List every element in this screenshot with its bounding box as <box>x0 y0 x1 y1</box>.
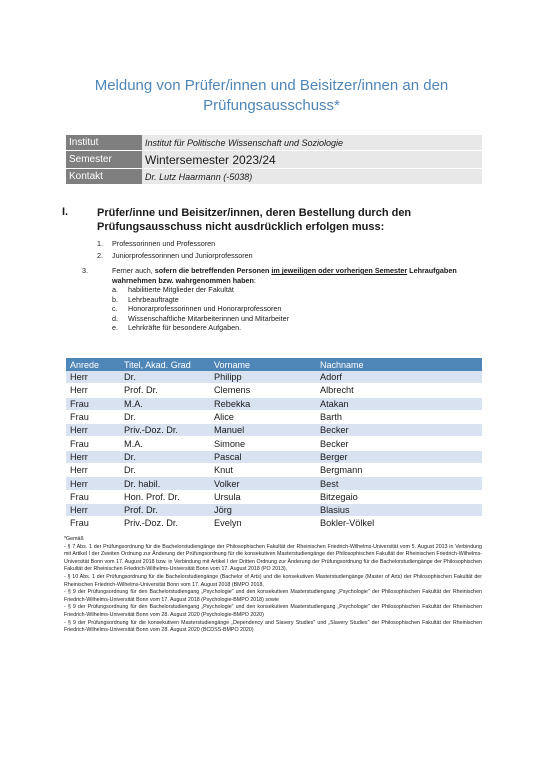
cell-titel: Dr. <box>120 464 210 477</box>
table-row <box>66 397 482 410</box>
footnote-line: - § 9 der Prüfungsordnung für die konsekutiven Masterstudiengänge „Dependency and Slavery Studies" und „Slavery Studies" der Philosophischen Fakultät der Rheinischen Friedrich-Wilhelms-Universität Bonn vom 28. August 2020 (BCDSS-BMPO 2020) <box>64 619 482 634</box>
info-row-kontakt <box>66 169 482 185</box>
cell-titel: Prof. Dr. <box>120 384 210 397</box>
cell-nachname: Atakan <box>316 397 482 410</box>
semester-value: Wintersemester 2023/24 <box>142 151 482 169</box>
cell-anrede: Herr <box>66 371 120 384</box>
table-row <box>66 424 482 437</box>
staff-table <box>66 358 482 531</box>
cell-anrede: Frau <box>66 490 120 503</box>
sub-list-text: Honorarprofessorinnen und Honorarprofessoren <box>128 304 282 314</box>
item3-bold-1: sofern die betreffenden Personen <box>154 266 272 275</box>
sub-list-letter: d. <box>112 313 118 323</box>
table-row <box>66 477 482 490</box>
cell-nachname: Barth <box>316 410 482 423</box>
list-item-number: 1. <box>97 239 103 248</box>
column-header-anrede: Anrede <box>66 358 120 371</box>
semester-label: Semester <box>66 151 142 169</box>
column-header-nachname: Nachname <box>316 358 482 371</box>
column-header-titel: Titel, Akad. Grad <box>120 358 210 371</box>
cell-anrede: Herr <box>66 450 120 463</box>
cell-anrede: Frau <box>66 397 120 410</box>
list-item <box>97 238 253 250</box>
list-item-text: Professorinnen und Professoren <box>112 239 216 248</box>
sub-list-letter: b. <box>112 294 118 304</box>
cell-vorname: Clemens <box>210 384 316 397</box>
cell-anrede: Herr <box>66 424 120 437</box>
sub-list-text: habilitierte Mitglieder der Fakultät <box>128 285 234 294</box>
cell-nachname: Blasius <box>316 503 482 516</box>
cell-titel: M.A. <box>120 437 210 450</box>
item3-underlined: im jeweiligen oder vorherigen Semester <box>271 266 408 275</box>
info-row-semester <box>66 151 482 169</box>
table-row <box>66 450 482 463</box>
cell-nachname: Albrecht <box>316 384 482 397</box>
footnote-line: - § 10 Abs. 1 der Prüfungsordnung für die Bachelorstudiengänge (Bachelor of Arts) und die konsekutiven Masterstudiengänge (Master of Arts) der Philosophischen Fakultät der Rheinischen Friedrich-Wilhelms-Universität Bonn vom 17. August 2018 (BMPO 2018, <box>64 573 482 588</box>
sub-list-text: Wissenschaftliche Mitarbeiterinnen und Mitarbeiter <box>128 313 289 323</box>
kontakt-value: Dr. Lutz Haarmann (-5038) <box>142 169 482 185</box>
info-row-institut <box>66 135 482 151</box>
info-table <box>66 135 482 185</box>
section-number: I. <box>62 206 69 218</box>
cell-titel: Priv.-Doz. Dr. <box>120 424 210 437</box>
cell-titel: Dr. <box>120 450 210 463</box>
sub-list-letter: c. <box>112 304 118 314</box>
sub-list-letter: a. <box>112 285 118 294</box>
sub-list-item <box>112 314 289 324</box>
cell-anrede: Frau <box>66 517 120 530</box>
sub-list-item <box>112 304 289 314</box>
page-title <box>60 76 483 116</box>
kontakt-label: Kontakt <box>66 169 142 185</box>
footnote-line: - § 9 der Prüfungsordnung für den Bachelorstudiengang „Psychologie" und den konsekutiven Masterstudiengang „Psychologie" der Philosophischen Fakultät der Rheinischen Friedrich-Wilhelms-Universität Bonn vom 28. August 2020 (Psychologie-BMPO 2020) <box>64 604 482 618</box>
table-row <box>66 371 482 384</box>
cell-titel: Dr. <box>120 410 210 423</box>
sub-list-item <box>112 295 289 305</box>
staff-table-header-row <box>66 358 482 371</box>
footnote-line: - § 7 Abs. 1 der Prüfungsordnung für die Bachelorstudiengänge der Philosophischen Fakultät der Rheinischen Friedrich-Wilhelms-Universität vom 5. August 2013 in Verbindung mit Artikel I der Zweiten Ordnung zur Änderung der Prüfungsordnung für die konsekutiven Masterstudiengänge der Philosophischen Fakultät der Rheinischen Friedrich-Wilhelms-Universität Bonn vom 17. August 2018 bzw. in Verbindung mit Artikel I der Dritten Ordnung zur Änderung der Prüfungsordnung für die Bachelorstudiengänge der Philosophischen Fakultät der Rheinischen Friedrich-Wilhelms-Universität Bonn vom 17. August 2018 (PO 2013), <box>64 543 482 573</box>
cell-nachname: Bokler-Völkel <box>316 517 482 530</box>
list-item-number: 2. <box>97 251 103 260</box>
cell-vorname: Philipp <box>210 371 316 384</box>
cell-vorname: Alice <box>210 410 316 423</box>
institut-value: Institut für Politische Wissenschaft und Soziologie <box>142 135 482 151</box>
cell-nachname: Berger <box>316 450 482 463</box>
cell-titel: Priv.-Doz. Dr. <box>120 517 210 530</box>
page-title-line-1: Meldung von Prüfer/innen und Beisitzer/innen an den <box>94 77 449 94</box>
sub-list-item <box>112 323 289 333</box>
page-title-line-2: Prüfungsausschuss* <box>203 97 340 114</box>
cell-vorname: Pascal <box>210 450 316 463</box>
sub-list-text: Lehrbeauftragte <box>128 294 179 304</box>
table-row <box>66 503 482 516</box>
table-row <box>66 490 482 503</box>
cell-anrede: Herr <box>66 503 120 516</box>
footnote-line: - § 9 der Prüfungsordnung für den Bachelorstudiengang „Psychologie" und den konsekutiven Masterstudiengang „Psychologie" der Philosophischen Fakultät der Rheinischen Friedrich-Wilhelms-Universität Bonn vom 17. August 2018 (Psychologie-BMPO 2018) sowie <box>64 589 482 603</box>
list-item-3 <box>82 266 482 285</box>
table-row <box>66 517 482 530</box>
table-row <box>66 410 482 423</box>
cell-anrede: Frau <box>66 437 120 450</box>
lettered-list <box>112 285 289 333</box>
cell-anrede: Herr <box>66 384 120 397</box>
cell-vorname: Volker <box>210 477 316 490</box>
item3-colon: : <box>253 275 256 285</box>
item3-pre: Ferner auch, <box>112 266 155 275</box>
cell-vorname: Rebekka <box>210 397 316 410</box>
cell-titel: Hon. Prof. Dr. <box>120 490 210 503</box>
list-item-number: 3. <box>82 266 88 275</box>
list-item-3-text <box>82 266 482 285</box>
cell-nachname: Adorf <box>316 371 482 384</box>
sub-list-item <box>112 285 289 295</box>
footnotes <box>64 536 482 635</box>
cell-anrede: Frau <box>66 410 120 423</box>
cell-titel: Prof. Dr. <box>120 503 210 516</box>
cell-titel: Dr. habil. <box>120 477 210 490</box>
cell-anrede: Herr <box>66 477 120 490</box>
cell-nachname: Bitzegaio <box>316 490 482 503</box>
column-header-vorname: Vorname <box>210 358 316 371</box>
footnote-marker: *Gemäß <box>64 536 84 542</box>
cell-nachname: Best <box>316 477 482 490</box>
cell-titel: M.A. <box>120 397 210 410</box>
institut-label: Institut <box>66 135 142 151</box>
table-row <box>66 437 482 450</box>
item3-bold-2: Lehraufgaben wahrnehmen bzw. wahrgenommen haben <box>112 266 457 285</box>
cell-vorname: Jörg <box>210 503 316 516</box>
table-row <box>66 384 482 397</box>
cell-titel: Dr. <box>120 371 210 384</box>
cell-vorname: Knut <box>210 464 316 477</box>
list-item-text: Juniorprofessorinnen und Juniorprofessoren <box>112 251 253 260</box>
sub-list-letter: e. <box>112 323 118 333</box>
list-item <box>97 250 253 262</box>
cell-vorname: Evelyn <box>210 517 316 530</box>
cell-vorname: Simone <box>210 437 316 450</box>
numbered-list <box>97 238 253 262</box>
cell-anrede: Herr <box>66 464 120 477</box>
cell-nachname: Becker <box>316 424 482 437</box>
cell-vorname: Ursula <box>210 490 316 503</box>
sub-list-text: Lehrkräfte für besondere Aufgaben. <box>128 323 242 333</box>
cell-nachname: Becker <box>316 437 482 450</box>
table-row <box>66 464 482 477</box>
cell-nachname: Bergmann <box>316 464 482 477</box>
section-heading: Prüfer/inne und Beisitzer/innen, deren Bestellung durch den Prüfungsausschuss nicht ausdrücklich erfolgen muss: <box>97 207 412 233</box>
cell-vorname: Manuel <box>210 424 316 437</box>
